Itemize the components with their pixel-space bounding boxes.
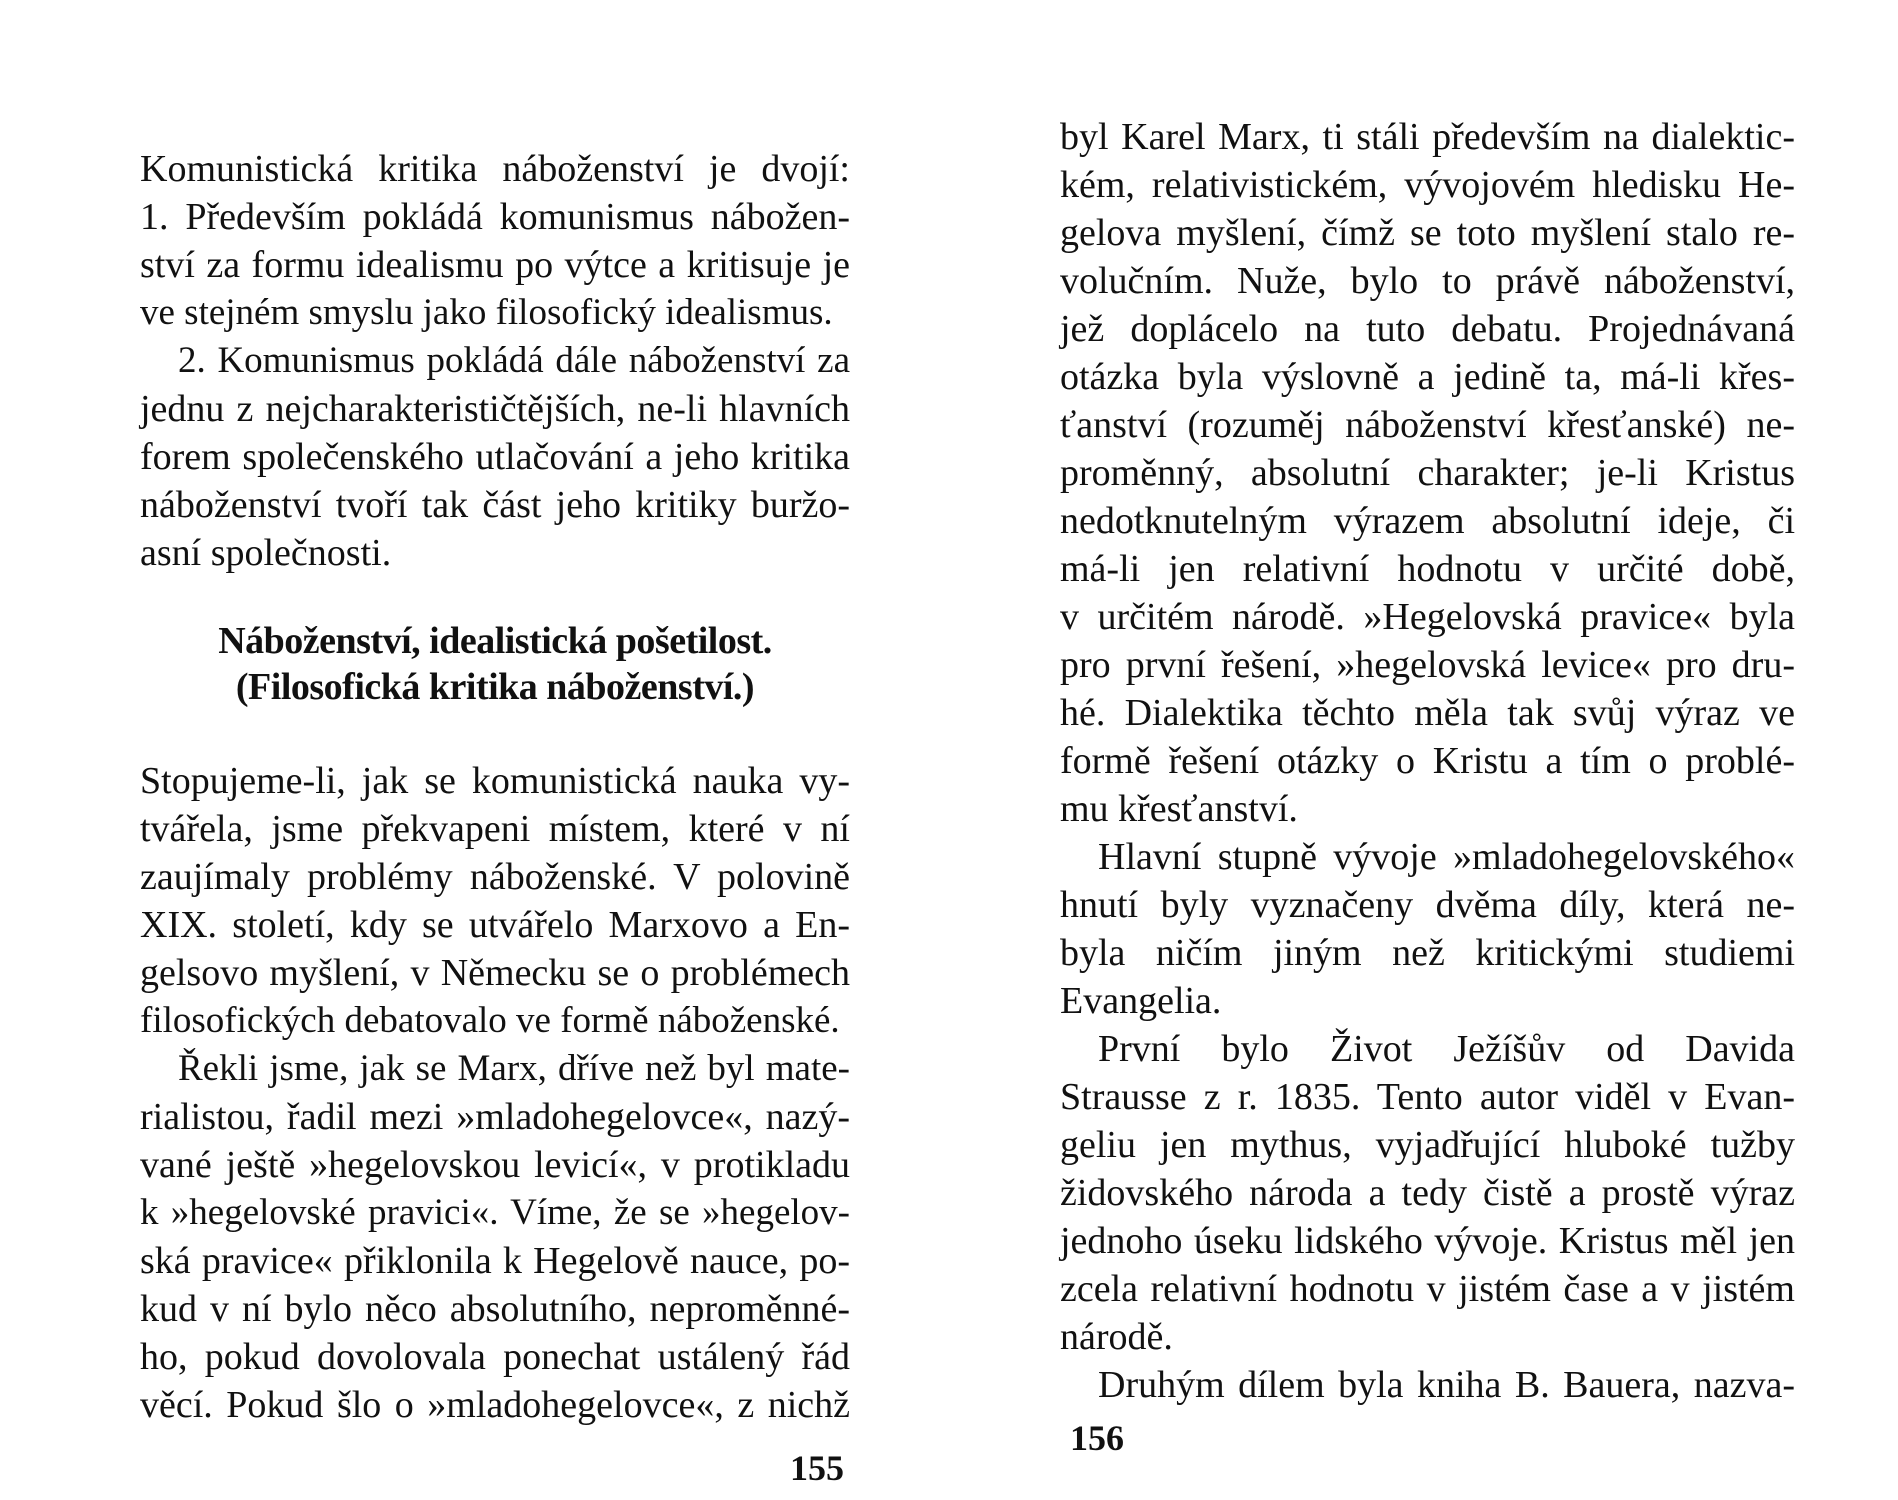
text-line: pro první řešení, »hegelovská levice« pro dru- bbox=[1060, 644, 1795, 686]
text-line: kud v ní bylo něco absolutního, neproměnné- bbox=[140, 1288, 850, 1330]
text-line: gelova myšlení, čímž se toto myšlení stalo re- bbox=[1060, 212, 1795, 254]
text-line: Druhým dílem byla kniha B. Bauera, nazva- bbox=[1098, 1364, 1795, 1406]
text-line: věcí. Pokud šlo o »mladohegelovce«, z nichž bbox=[140, 1384, 850, 1426]
text-line: byl Karel Marx, ti stáli především na dialektic- bbox=[1060, 116, 1795, 158]
text-line: Komunistická kritika náboženství je dvojí: bbox=[140, 148, 850, 190]
text-line: První bylo Život Ježíšův od Davida bbox=[1098, 1028, 1795, 1070]
page-number: 155 bbox=[790, 1448, 844, 1488]
text-line: gelsovo myšlení, v Německu se o problémech bbox=[140, 952, 850, 994]
text-line: má-li jen relativní hodnotu v určité době, bbox=[1060, 548, 1795, 590]
text-line: jednoho úseku lidského vývoje. Kristus měl jen bbox=[1060, 1220, 1795, 1262]
text-line: formě řešení otázky o Kristu a tím o problé- bbox=[1060, 740, 1795, 782]
text-line: Stopujeme-li, jak se komunistická nauka vy- bbox=[140, 760, 850, 802]
text-line: jež doplácelo na tuto debatu. Projednávaná bbox=[1060, 308, 1795, 350]
text-line: kém, relativistickém, vývojovém hledisku He- bbox=[1060, 164, 1795, 206]
text-line: filosofických debatovalo ve formě náboženské. bbox=[140, 1000, 840, 1041]
text-line: v určitém národě. »Hegelovská pravice« byla bbox=[1060, 596, 1795, 638]
text-line: vané ještě »hegelovskou levicí«, v protikladu bbox=[140, 1144, 850, 1186]
page-number: 156 bbox=[1070, 1418, 1124, 1458]
text-line: proměnný, absolutní charakter; je-li Kristus bbox=[1060, 452, 1795, 494]
text-line: byla ničím jiným než kritickými studiemi bbox=[1060, 932, 1795, 974]
text-line: jednu z nejcharakterističtějších, ne-li hlavních bbox=[140, 388, 850, 430]
text-line: tvářela, jsme překvapeni místem, které v ní bbox=[140, 808, 850, 850]
text-line: náboženství tvoří tak část jeho kritiky buržo- bbox=[140, 484, 850, 526]
text-line: volučním. Nuže, bylo to právě náboženství, bbox=[1060, 260, 1795, 302]
text-line: nedotknutelným výrazem absolutní ideje, či bbox=[1060, 500, 1795, 542]
text-line: 2. Komunismus pokládá dále náboženství za bbox=[178, 340, 850, 381]
text-line: rialistou, řadil mezi »mladohegelovce«, nazý- bbox=[140, 1096, 850, 1138]
text-line: Hlavní stupně vývoje »mladohegelovského« bbox=[1098, 836, 1795, 878]
text-line: židovského národa a tedy čistě a prostě výraz bbox=[1060, 1172, 1795, 1214]
text-line: Evangelia. bbox=[1060, 980, 1222, 1022]
text-line: zaujímaly problémy náboženské. V polovině bbox=[140, 856, 850, 898]
text-line: asní společnosti. bbox=[140, 532, 392, 574]
text-line: mu křesťanství. bbox=[1060, 788, 1298, 830]
text-line: ťanství (rozuměj náboženství křesťanské) ne- bbox=[1060, 404, 1795, 446]
text-line: ská pravice« přiklonila k Hegelově nauce, po- bbox=[140, 1240, 850, 1282]
section-subheading: (Filosofická kritika náboženství.) bbox=[235, 666, 755, 708]
text-line: forem společenského utlačování a jeho kritika bbox=[140, 436, 850, 478]
section-heading: Náboženství, idealistická pošetilost. bbox=[218, 620, 772, 662]
text-line: XIX. století, kdy se utvářelo Marxovo a En- bbox=[140, 904, 850, 946]
text-line: národě. bbox=[1060, 1316, 1173, 1358]
text-line: zcela relativní hodnotu v jistém čase a v jistém bbox=[1060, 1268, 1795, 1310]
text-line: hnutí byly vyznačeny dvěma díly, která ne- bbox=[1060, 884, 1795, 926]
text-line: Strausse z r. 1835. Tento autor viděl v Evan- bbox=[1060, 1076, 1795, 1118]
text-line: 1. Především pokládá komunismus nábožen- bbox=[140, 196, 850, 238]
text-line: hé. Dialektika těchto měla tak svůj výraz ve bbox=[1060, 692, 1795, 734]
text-line: k »hegelovské pravici«. Víme, že se »hegelov- bbox=[140, 1192, 850, 1233]
text-line: geliu jen mythus, vyjadřující hluboké tužby bbox=[1060, 1124, 1795, 1166]
text-line: ho, pokud dovolovala ponechat ustálený řád bbox=[140, 1336, 850, 1378]
text-line: Řekli jsme, jak se Marx, dříve než byl mate- bbox=[178, 1048, 850, 1089]
text-line: ve stejném smyslu jako filosofický idealismus. bbox=[140, 292, 833, 333]
text-line: ství za formu idealismu po výtce a kritisuje je bbox=[140, 244, 850, 286]
text-line: otázka byla výslovně a jedině ta, má-li křes- bbox=[1060, 356, 1795, 398]
